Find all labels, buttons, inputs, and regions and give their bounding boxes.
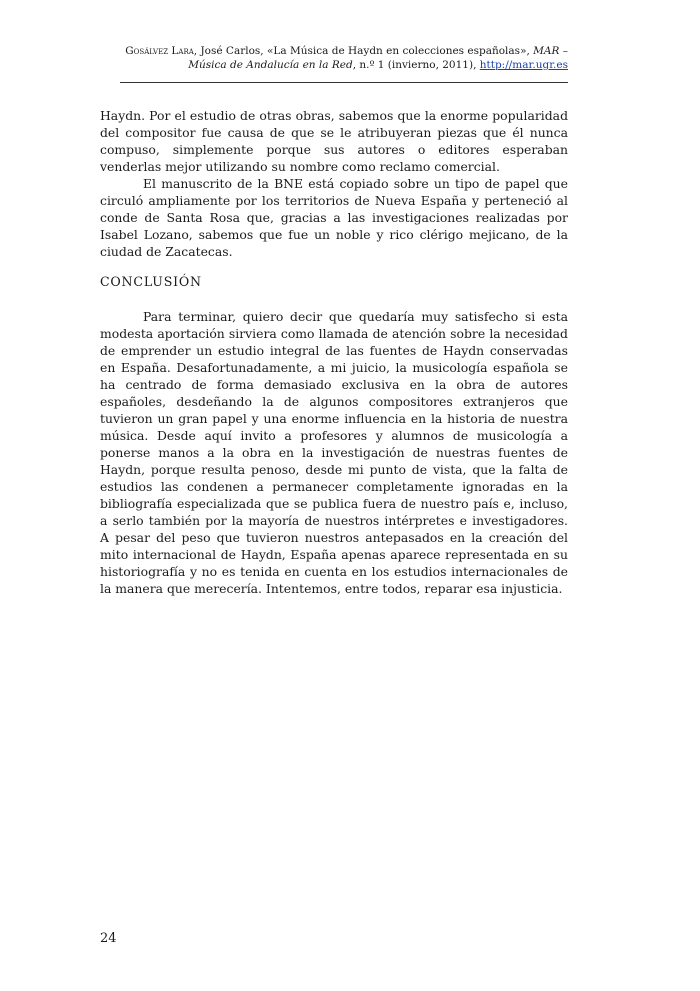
section-heading: CONCLUSIÓN xyxy=(100,274,202,289)
paragraph-1: Haydn. Por el estudio de otras obras, sabemos que la enorme popularidad del compositor fue causa de que se le atribuyeran piezas que él nunca compuso, simplemente porque sus autores o editores esperaban venderlas mejor utilizando su nombre como reclamo comercial. xyxy=(100,108,568,174)
paragraph-3: Para terminar, quiero decir que quedaría muy satisfecho si esta modesta aportación sirviera como llamada de atención sobre la necesidad de emprender un estudio integral de las fuentes de Haydn conservadas en España. Desafortunadamente, a mi juicio, la musicología española se ha centrado de forma demasiado exclusiva en la obra de autores españoles, desdeñando la de algunos compositores extranjeros que tuvieron un gran papel y una enorme influencia en la historia de nuestra música. Desde aquí invito a profesores y alumnos de musicología a ponerse manos a la obra en la investigación de nuestras fuentes de Haydn, porque resulta penoso, desde mi punto de vista, que la falta de estudios las condenen a permanecer completamente ignoradas en la bibliografía especializada que se publica fuera de nuestro país e, incluso, a serlo también por la mayoría de nuestros intérpretes e investigadores. A pesar del peso que tuvieron nuestros antepasados en la creación del mito internacional de Haydn, España apenas aparece representada en su historiografía y no es tenida en cuenta en los estudios internacionales de la manera que merecería. Intentemos, entre todos, reparar esa injusticia. xyxy=(100,309,568,596)
running-header xyxy=(118,44,568,72)
header-url-link[interactable]: http://mar.ugr.es xyxy=(479,59,568,71)
header-citation: , José Carlos, «La Música de Haydn en colecciones españolas», xyxy=(193,45,534,57)
header-issue: , n.º 1 (invierno, 2011), xyxy=(352,59,480,71)
paragraph-2: El manuscrito de la BNE está copiado sobre un tipo de papel que circuló ampliamente por los territorios de Nueva España y perteneció al conde de Santa Rosa que, gracias a las investigaciones realizadas por Isabel Lozano, sabemos que fue un noble y rico clérigo mejicano, de la ciudad de Zacatecas. xyxy=(100,176,568,259)
header-author: Gosálvez Lara xyxy=(125,45,194,57)
page-number: 24 xyxy=(100,931,117,946)
header-divider xyxy=(120,82,568,83)
header-journal: MAR – Música de Andalucía en la Red xyxy=(188,45,568,71)
